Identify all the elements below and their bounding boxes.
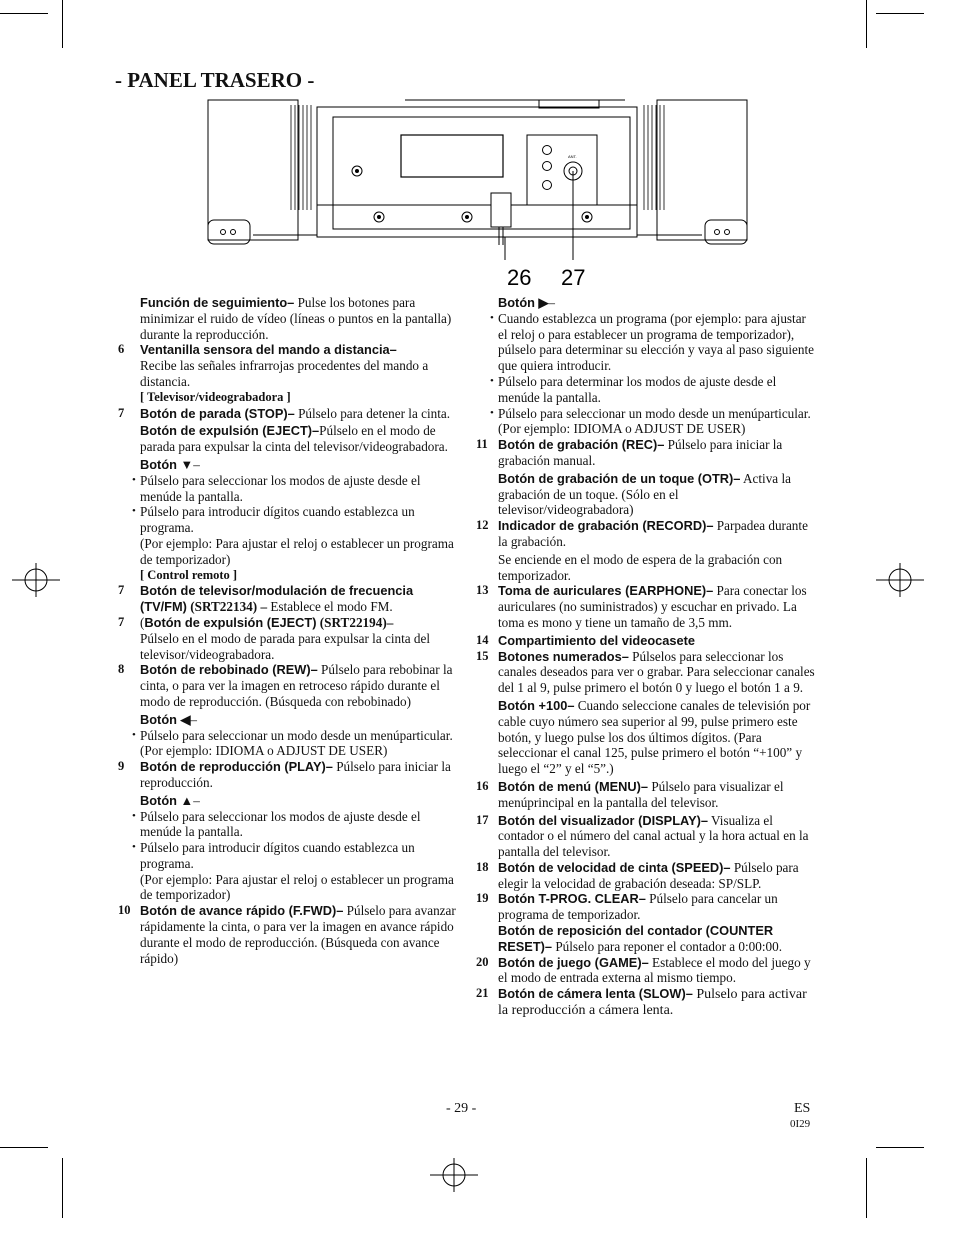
- bullet-item: • Púlselo para introducir dígitos cuando establezca un programa.: [132, 840, 415, 871]
- list-item: 18 Botón de velocidad de cinta (SPEED)– Púlselo para elegir la velocidad de grabación deseada: SP/SLP.: [476, 859, 799, 891]
- list-item: 11 Botón de grabación (REC)– Púlselo para iniciar la grabación manual.: [476, 437, 783, 468]
- list-item: Función de seguimiento– Pulse los botones para minimizar el ruido de vídeo (líneas o puntos en la pantalla) durante la reproducción.: [140, 295, 452, 342]
- group-heading: [ Control remoto ]: [140, 567, 238, 582]
- crop-mark: [866, 0, 867, 48]
- crop-mark: [62, 0, 63, 48]
- page-title: - PANEL TRASERO -: [115, 68, 315, 92]
- crop-mark: [876, 1147, 924, 1148]
- list-item: 9 Botón de reproducción (PLAY)– Púlselo para iniciar la reproducción.: [118, 759, 451, 790]
- list-item: 19 Botón T-PROG. CLEAR– Púlselo para cancelar un programa de temporizador.: [476, 891, 778, 923]
- list-item: 10 Botón de avance rápido (F.FWD)– Púlselo para avanzar rápidamente la cinta, o para ver la imagen en avance rápido durante el modo de reproducción. (Búsqueda con avance rápido): [118, 903, 456, 966]
- list-item: 16 Botón de menú (MENU)– Púlselo para visualizar el menúprincipal en la pantalla del televisor.: [476, 778, 784, 810]
- page-number: - 29 -: [446, 1101, 477, 1116]
- crop-mark: [876, 13, 924, 14]
- registration-mark: [876, 563, 924, 597]
- list-item-note: Se enciende en el modo de espera de la grabación con temporizador.: [498, 551, 783, 583]
- list-item: 6 Ventanilla sensora del mando a distancia– Recibe las señales infrarrojas procedentes del mando a distancia.: [118, 342, 429, 389]
- crop-mark: [62, 1158, 63, 1218]
- callout-27: 27: [561, 265, 586, 290]
- crop-mark: [0, 13, 48, 14]
- bullet-item: • Púlselo para seleccionar un modo desde un menúparticular.: [490, 405, 811, 421]
- list-item: 14 Compartimiento del videocasete: [476, 632, 695, 648]
- rear-panel-diagram: [205, 95, 750, 295]
- group-heading: [ Televisor/videograbadora ]: [140, 389, 291, 404]
- list-item: 7 (Botón de expulsión (EJECT) (SRT22194)– Púlselo en el modo de parada para expulsar la cinta del televisor/videograbadora.: [118, 614, 431, 662]
- example-note: (Por ejemplo: IDIOMA o ADJUST DE USER): [498, 421, 746, 437]
- list-item: 12 Indicador de grabación (RECORD)– Parpadea durante la grabación.: [476, 518, 808, 549]
- list-item: 13 Toma de auriculares (EARPHONE)– Para conectar los auriculares (no suministrados) y escuchar en privado. La toma es mono y tiene un tamaño de 3,5 mm.: [476, 583, 807, 630]
- example-note: (Por ejemplo: Para ajustar el reloj o establecer un programa de temporizador): [140, 535, 454, 567]
- list-item: 7 Botón de parada (STOP)– Púlselo para detener la cinta.: [118, 405, 451, 421]
- list-item: Botón ▶–: [498, 295, 555, 310]
- list-item: Botón de grabación de un toque (OTR)– Activa la grabación de un toque. (Sólo en el televisor/videograbadora): [498, 470, 791, 518]
- bullet-item: • Cuando establezca un programa (por ejemplo: para ajustar el reloj o para establecer un programa de temporizador), púlselo para determinar su elección y vaya al paso siguiente que quiera introducir.: [490, 310, 815, 374]
- bullet-item: • Púlselo para seleccionar los modos de ajuste desde el menúde la pantalla.: [132, 472, 421, 504]
- list-item: Botón ▼–: [140, 456, 200, 472]
- example-note: (Por ejemplo: IDIOMA o ADJUST DE USER): [140, 743, 388, 759]
- list-item: 15 Botones numerados– Púlselos para seleccionar los canales deseados para ver o grabar. Para seleccionar canales del 1 al 9, pulse primero el botón 0 y luego el botón 1 a 9.: [476, 648, 815, 696]
- bullet-item: • Púlselo para determinar los modos de ajuste desde el menúde la pantalla.: [490, 373, 777, 405]
- list-item: 7 Botón de televisor/modulación de frecuencia (TV/FM) (SRT22134) – Establece el modo FM.: [118, 583, 414, 615]
- svg-text:ANT.: ANT.: [568, 154, 577, 159]
- document-code: 0I29: [790, 1118, 811, 1130]
- list-item: Botón de expulsión (EJECT)–Púlselo en el modo de parada para expulsar la cinta del televisor/videograbadora.: [140, 423, 448, 455]
- callout-26: 26: [507, 265, 532, 290]
- left-column: [118, 295, 458, 966]
- list-item: Botón de reposición del contador (COUNTER RESET)– Púlselo para reponer el contador a 0:00:00.: [498, 923, 783, 954]
- bullet-item: • Púlselo para seleccionar un modo desde un menúparticular.: [132, 727, 453, 743]
- list-item: 20 Botón de juego (GAME)– Establece el modo del juego y el modo de entrada externa al mismo tiempo.: [476, 954, 811, 986]
- list-item: 8 Botón de rebobinado (REW)– Púlselo para rebobinar la cinta, o para ver la imagen en retroceso rápido durante el modo de reproducción. (Búsqueda con rebobinado): [118, 662, 453, 709]
- language-code: ES: [794, 1101, 811, 1116]
- example-note: (Por ejemplo: Para ajustar el reloj o establecer un programa de temporizador): [140, 871, 454, 903]
- right-column: [476, 295, 816, 1019]
- crop-mark: [866, 1158, 867, 1218]
- list-item: 21 Botón de cámera lenta (SLOW)– Pulselo para activar la reproducción a cámera lenta.: [476, 986, 807, 1019]
- registration-mark: [12, 563, 60, 597]
- list-item: Botón ◀–: [140, 711, 197, 727]
- bullet-item: • Púlselo para introducir dígitos cuando establezca un programa.: [132, 504, 415, 536]
- list-item: 17 Botón del visualizador (DISPLAY)– Visualiza el contador o el número del canal actual y la hora actual en la pantalla del televisor.: [476, 812, 809, 860]
- list-item: Botón ▲–: [140, 792, 200, 808]
- registration-mark: [430, 1158, 478, 1192]
- list-item: Botón +100– Cuando seleccione canales de televisión por cable cuyo número sea superior al 99, pulse primero este botón, y luego pulse los dos últimos dígitos. (Para seleccionar el canal 125, pulse primero el botón “+100” y luego el “2” y el “5”.): [498, 697, 811, 777]
- crop-mark: [0, 1147, 48, 1148]
- bullet-item: • Púlselo para seleccionar los modos de ajuste desde el menúde la pantalla.: [132, 808, 421, 840]
